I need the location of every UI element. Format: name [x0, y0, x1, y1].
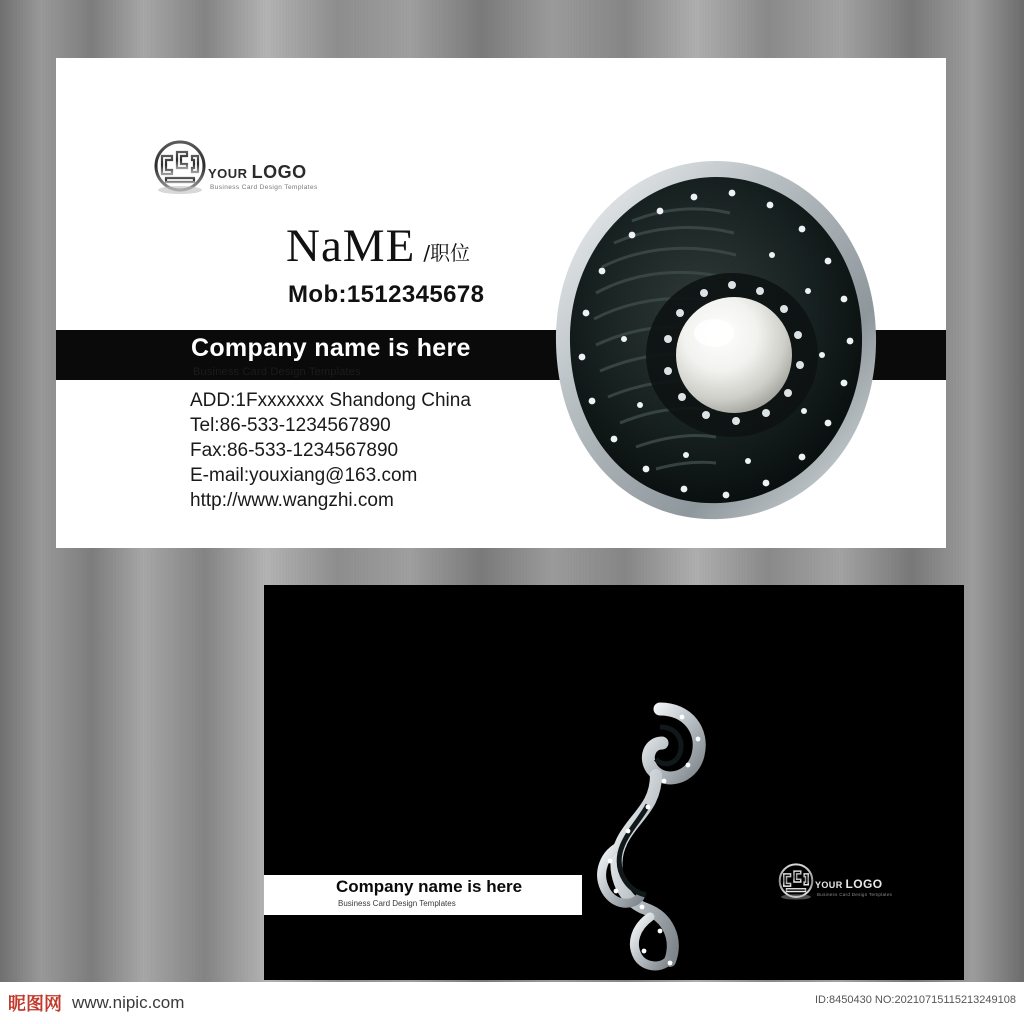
site-brand: 昵图网 [8, 994, 62, 1015]
back-logo-text: YOUR LOGO [815, 877, 883, 891]
pearl-shell-jewel-image [536, 143, 896, 543]
contact-tel: Tel:86-533-1234567890 [190, 415, 391, 436]
back-company-name: Company name is here [336, 877, 523, 896]
circular-maze-logo-icon [152, 140, 208, 196]
footer-bar [0, 982, 1024, 1024]
site-url: www.nipic.com [72, 993, 185, 1012]
contact-email: E-mail:youxiang@163.com [190, 465, 418, 486]
business-card-back [264, 585, 964, 980]
diamond-swirl-jewel-image [564, 695, 724, 980]
front-company-tagline: Business Card Design Templates [193, 366, 361, 378]
contact-fax: Fax:86-533-1234567890 [190, 440, 399, 461]
contact-address: ADD:1Fxxxxxxx Shandong China [190, 390, 471, 411]
contact-website: http://www.wangzhi.com [190, 490, 394, 511]
contact-details [190, 388, 471, 513]
back-company-tagline: Business Card Design Templates [338, 899, 456, 908]
back-logo [777, 863, 917, 913]
circular-maze-logo-icon [777, 863, 815, 901]
name-row [286, 220, 471, 272]
image-id-text: ID:8450430 NO:20210715115213249108 [814, 994, 1016, 1006]
front-logo [152, 140, 382, 220]
front-company-name: Company name is here [191, 334, 471, 362]
business-card-front [56, 58, 946, 548]
job-title: /职位 [423, 241, 471, 265]
back-logo-subtitle: Business Card Design Templates [817, 892, 893, 897]
front-logo-subtitle: Business Card Design Templates [210, 184, 318, 191]
front-logo-text: YOUR LOGO [208, 162, 307, 182]
mobile-number: Mob:1512345678 [288, 281, 485, 308]
contact-name: NaME [286, 220, 416, 272]
